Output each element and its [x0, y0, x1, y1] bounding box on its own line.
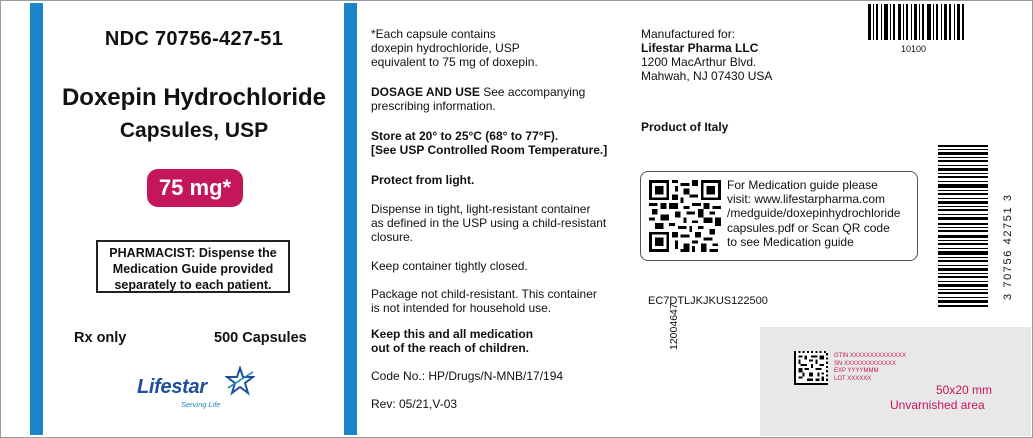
lot-code: EC7DTLJKJKUS122500 — [648, 295, 768, 307]
qr-text-line: For Medication guide please — [727, 178, 878, 192]
dosage-and-use — [371, 85, 646, 113]
unvarnished-area — [760, 327, 1031, 436]
variable-field: LOT XXXXXX — [834, 375, 872, 382]
revision: Rev: 05/21,V-03 — [371, 397, 458, 411]
capsule-contents-note — [371, 27, 646, 69]
manufacturer-block — [641, 27, 772, 83]
top-barcode-number: 10100 — [901, 44, 927, 54]
logo-tagline: Serving Life — [181, 400, 221, 409]
variable-data-fields — [834, 353, 906, 383]
package-note — [371, 287, 646, 315]
capsule-note-line: doxepin hydrochloride, USP — [371, 41, 520, 55]
pharmacist-note-line: PHARMACIST: Dispense the — [109, 246, 277, 260]
left-blue-band — [30, 3, 43, 435]
upc-barcode-icon — [938, 143, 988, 309]
package-note-line: is not intended for household use. — [371, 301, 552, 315]
product-name: Doxepin Hydrochloride — [61, 84, 327, 111]
company-name: Lifestar Pharma LLC — [641, 41, 759, 55]
product-form: Capsules, USP — [119, 119, 269, 142]
dosage-text-2: prescribing information. — [371, 99, 496, 113]
vertical-code: 12004647 — [668, 303, 680, 350]
dosage-text: See accompanying — [479, 85, 586, 99]
top-barcode-icon — [866, 4, 966, 40]
capsule-count: 500 Capsules — [214, 330, 307, 346]
qr-text-line: to see Medication guide — [727, 234, 854, 249]
dispense-line: as defined in the USP using a child-resistant — [371, 216, 607, 230]
area-size: 50x20 mm — [936, 383, 993, 397]
address-line-2: Mahwah, NJ 07430 USA — [641, 69, 773, 83]
package-note-line: Package not child-resistant. This container — [371, 287, 597, 301]
rx-only: Rx only — [74, 330, 127, 346]
product-origin: Product of Italy — [641, 120, 729, 134]
pharmacist-note-box — [96, 240, 290, 293]
upc-number: 3 70756 42751 3 — [1002, 193, 1014, 300]
pharmacist-note-line: separately to each patient. — [114, 278, 272, 292]
protect-from-light: Protect from light. — [371, 173, 475, 187]
qr-text-line: /medguide/doxepinhydrochloride — [727, 206, 901, 221]
ndc-number: NDC 70756-427-51 — [104, 28, 284, 50]
code-number: Code No.: HP/Drugs/N-MNB/17/194 — [371, 369, 564, 383]
variable-field: SN XXXXXXXXXXXXX — [834, 360, 897, 367]
address-line-1: 1200 MacArthur Blvd. — [641, 55, 757, 69]
children-warning-line: out of the reach of children. — [371, 341, 530, 355]
dispense-instructions — [371, 202, 646, 244]
children-warning — [371, 327, 646, 355]
medication-guide-box — [640, 171, 918, 261]
star-swoosh-icon — [225, 366, 255, 396]
area-label: Unvarnished area — [890, 398, 985, 412]
capsule-note-line: equivalent to 75 mg of doxepin. — [371, 55, 538, 69]
dosage-heading: DOSAGE AND USE — [371, 85, 480, 99]
children-warning-line: Keep this and all medication — [371, 327, 534, 341]
lifestar-logo — [137, 372, 257, 414]
strength-badge: 75 mg* — [147, 169, 243, 207]
qr-code-icon — [649, 180, 721, 252]
medication-guide-text — [727, 178, 917, 249]
datamatrix-icon — [794, 351, 828, 385]
middle-blue-band — [344, 3, 357, 435]
capsule-note-line: *Each capsule contains — [371, 27, 496, 41]
variable-field: EXP YYYYMMM — [834, 368, 879, 374]
keep-closed: Keep container tightly closed. — [371, 259, 528, 273]
dispense-line: Dispense in tight, light-resistant container — [371, 202, 591, 216]
qr-text-line: capsules.pdf or Scan QR code — [727, 220, 890, 235]
storage-line: [See USP Controlled Room Temperature.] — [371, 143, 608, 157]
logo-wordmark: Lifestar — [137, 376, 207, 398]
pharmacist-note-line: Medication Guide provided — [112, 262, 274, 276]
manufactured-for: Manufactured for: — [641, 27, 736, 41]
storage-line: Store at 20° to 25°C (68° to 77°F). — [371, 129, 559, 143]
qr-text-line: visit: www.lifestarpharma.com — [727, 192, 886, 207]
dispense-line: closure. — [371, 230, 414, 244]
storage-instructions — [371, 129, 646, 157]
variable-field: GTIN XXXXXXXXXXXXXX — [834, 353, 907, 359]
